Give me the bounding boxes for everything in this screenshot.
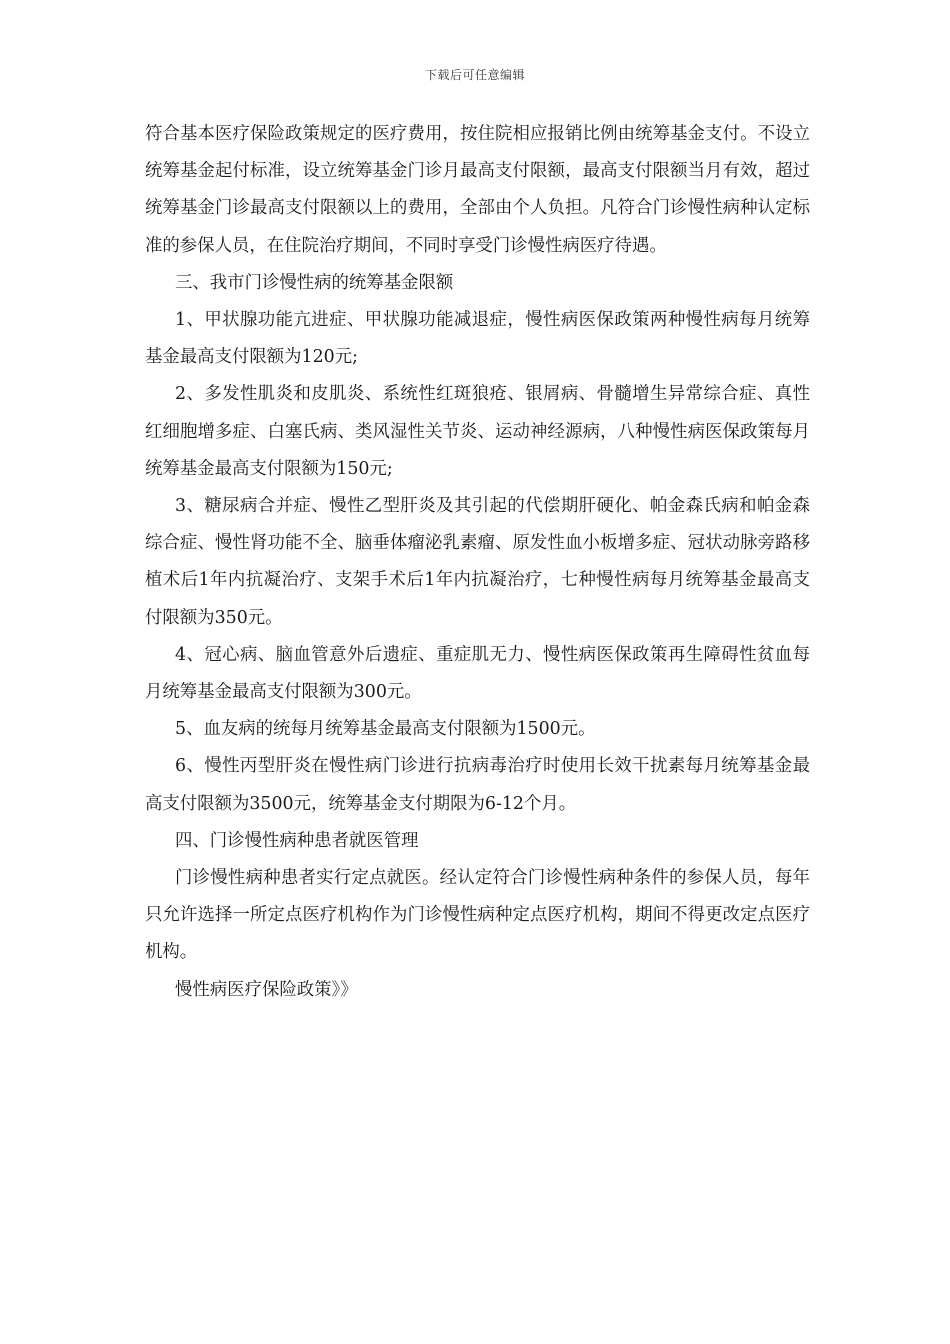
header-note: 下载后可任意编辑 (424, 68, 525, 82)
list-item-4: 4、冠心病、脑血管意外后遗症、重症肌无力、慢性病医保政策再生障碍性贫血每月统筹基金最高支付限额为300元。 (145, 644, 810, 703)
paragraph-management: 门诊慢性病种患者实行定点就医。经认定符合门诊慢性病种条件的参保人员，每年只允许选择一所定点医疗机构作为门诊慢性病种定点医疗机构，期间不得更改定点医疗机构。 (145, 868, 810, 963)
paragraph-closing: 慢性病医疗保险政策》》 (175, 979, 358, 1000)
list-item-1: 1、甲状腺功能亢进症、甲状腺功能减退症，慢性病医保政策两种慢性病每月统筹基金最高支付限额为120元; (145, 310, 810, 368)
list-item-3: 3、糖尿病合并症、慢性乙型肝炎及其引起的代偿期肝硬化、帕金森氏病和帕金森综合症、慢性肾功能不全、脑垂体瘤泌乳素瘤、原发性血小板增多症、冠状动脉旁路移植术后1年内抗凝治疗、支架手术后1年内抗凝治疗，七种慢性病每月统筹基金最高支付限额为350元。 (145, 496, 810, 628)
document-body (145, 116, 810, 1009)
section-heading-3: 三、我市门诊慢性病的统筹基金限额 (175, 272, 454, 293)
list-item-2: 2、多发性肌炎和皮肌炎、系统性红斑狼疮、银屑病、骨髓增生异常综合症、真性红细胞增多症、白塞氏病、类风湿性关节炎、运动神经源病，八种慢性病医保政策每月统筹基金最高支付限额为150元; (145, 384, 810, 479)
list-item-6: 6、慢性丙型肝炎在慢性病门诊进行抗病毒治疗时使用长效干扰素每月统筹基金最高支付限额为3500元，统筹基金支付期限为6-12个月。 (145, 756, 810, 814)
list-item-5: 5、血友病的统每月统筹基金最高支付限额为1500元。 (175, 719, 596, 740)
paragraph-continuation: 符合基本医疗保险政策规定的医疗费用，按住院相应报销比例由统筹基金支付。不设立统筹基金起付标准，设立统筹基金门诊月最高支付限额，最高支付限额当月有效，超过统筹基金门诊最高支付限额以上的费用，全部由个人负担。凡符合门诊慢性病种认定标准的参保人员，在住院治疗期间，不同时享受门诊慢性病医疗待遇。 (145, 124, 810, 256)
section-heading-4: 四、门诊慢性病种患者就医管理 (175, 830, 419, 851)
